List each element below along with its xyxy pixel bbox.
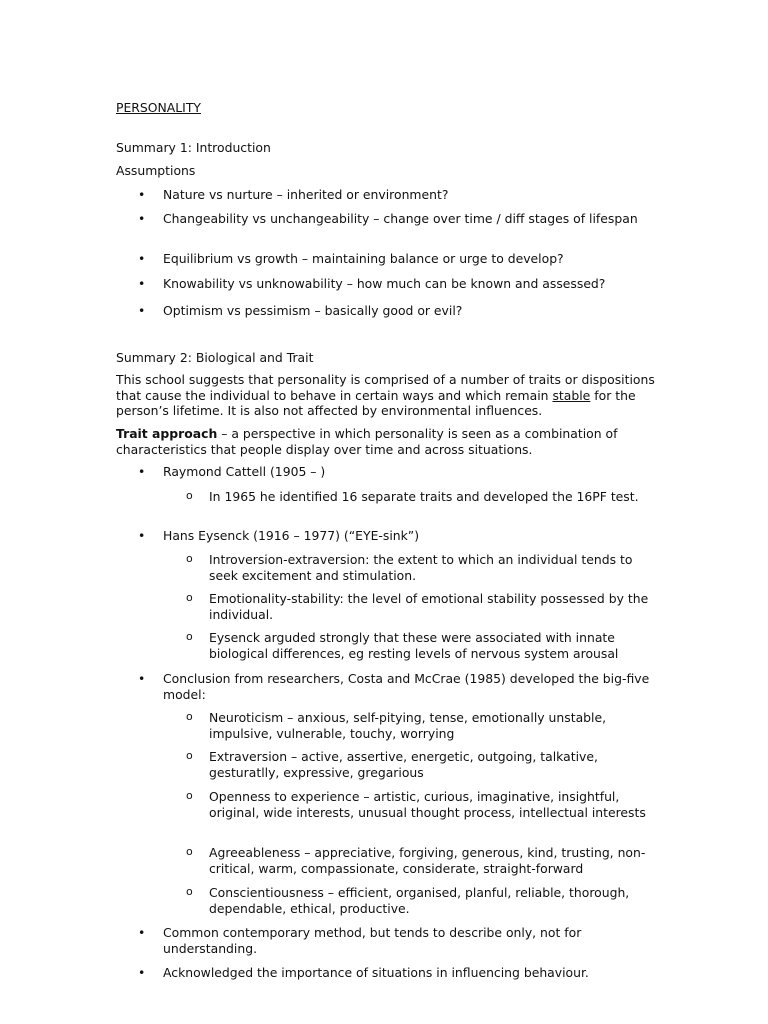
list-item-text: Nature vs nurture – inherited or environment? <box>163 187 449 202</box>
list-item-text: Changeability vs unchangeability – change over time / diff stages of lifespan <box>163 211 638 226</box>
sub-list-item-text: Agreeableness – appreciative, forgiving, generous, kind, trusting, non-critical, warm, compassionate, considerate, straight-forward <box>209 845 646 876</box>
bullet-marker: • <box>138 671 146 686</box>
sub-list-item-text: Conscientiousness – efficient, organised, planful, reliable, thorough, dependable, ethical, productive. <box>209 885 630 916</box>
paragraph-text: for the person’s lifetime. It is also not affected by environmental influences. <box>116 387 636 418</box>
list-item-text: Conclusion from researchers, Costa and McCrae (1985) developed the big-five model: <box>163 671 650 702</box>
sub-list-item-text: Openness to experience – artistic, curious, imaginative, insightful, original, wide interests, unusual thought process, intellectual interests <box>209 789 646 820</box>
document-title: PERSONALITY <box>116 100 201 115</box>
list-item-text: Hans Eysenck (1916 – 1977) (“EYE-sink”) <box>163 528 420 543</box>
trait-approach-term: Trait approach <box>116 426 218 441</box>
sub-list-item-text: In 1965 he identified 16 separate traits and developed the 16PF test. <box>209 489 639 504</box>
sub-bullet-marker: o <box>186 591 193 604</box>
list-item-text: Optimism vs pessimism – basically good or evil? <box>163 303 463 318</box>
bullet-marker: • <box>138 211 146 226</box>
list-item-text: Common contemporary method, but tends to describe only, not for understanding. <box>163 925 582 956</box>
bullet-marker: • <box>138 276 146 291</box>
sub-list-item-text: Introversion-extraversion: the extent to which an individual tends to seek excitement and stimulation. <box>209 552 633 583</box>
bullet-marker: • <box>138 303 146 318</box>
sub-list-item-text: Neuroticism – anxious, self-pitying, tense, emotionally unstable, impulsive, vulnerable, touchy, worrying <box>209 710 607 741</box>
list-item-text: Acknowledged the importance of situations in influencing behaviour. <box>163 965 589 980</box>
sub-list-item-text: Eysenck arguded strongly that these were associated with innate biological differences, eg resting levels of nervous system arousal <box>209 630 619 661</box>
bullet-marker: • <box>138 464 146 479</box>
list-item-text: Equilibrium vs growth – maintaining balance or urge to develop? <box>163 251 564 266</box>
bullet-marker: • <box>138 528 146 543</box>
sub-bullet-marker: o <box>186 552 193 565</box>
sub-bullet-marker: o <box>186 789 193 802</box>
sub-bullet-marker: o <box>186 710 193 723</box>
sub-bullet-marker: o <box>186 749 193 762</box>
sub-bullet-marker: o <box>186 885 193 898</box>
summary1-heading: Summary 1: Introduction <box>116 140 271 155</box>
bullet-marker: • <box>138 965 146 980</box>
trait-approach-text: – a perspective in which personality is seen as a combination of characteristics that people display over time and across situations. <box>116 426 618 457</box>
summary2-heading: Summary 2: Biological and Trait <box>116 350 314 365</box>
sub-bullet-marker: o <box>186 845 193 858</box>
stable-emphasis: stable <box>552 387 591 403</box>
sub-list-item-text: Emotionality-stability: the level of emotional stability possessed by the individual. <box>209 591 649 622</box>
bullet-marker: • <box>138 187 146 202</box>
summary1-subheading: Assumptions <box>116 163 196 178</box>
sub-bullet-marker: o <box>186 630 193 643</box>
list-item-text: Raymond Cattell (1905 – ) <box>163 464 326 479</box>
sub-bullet-marker: o <box>186 489 193 502</box>
summary2-paragraph <box>116 372 656 419</box>
bullet-marker: • <box>138 925 146 940</box>
sub-list-item-text: Extraversion – active, assertive, energetic, outgoing, talkative, gesturatlly, expressive, gregarious <box>209 749 598 780</box>
paragraph-text: This school suggests that personality is comprised of a number of traits or dispositions that cause the individual to behave in certain ways and which remain <box>116 372 655 403</box>
list-item-text: Knowability vs unknowability – how much can be known and assessed? <box>163 276 606 291</box>
trait-approach-definition <box>116 426 656 457</box>
bullet-marker: • <box>138 251 146 266</box>
